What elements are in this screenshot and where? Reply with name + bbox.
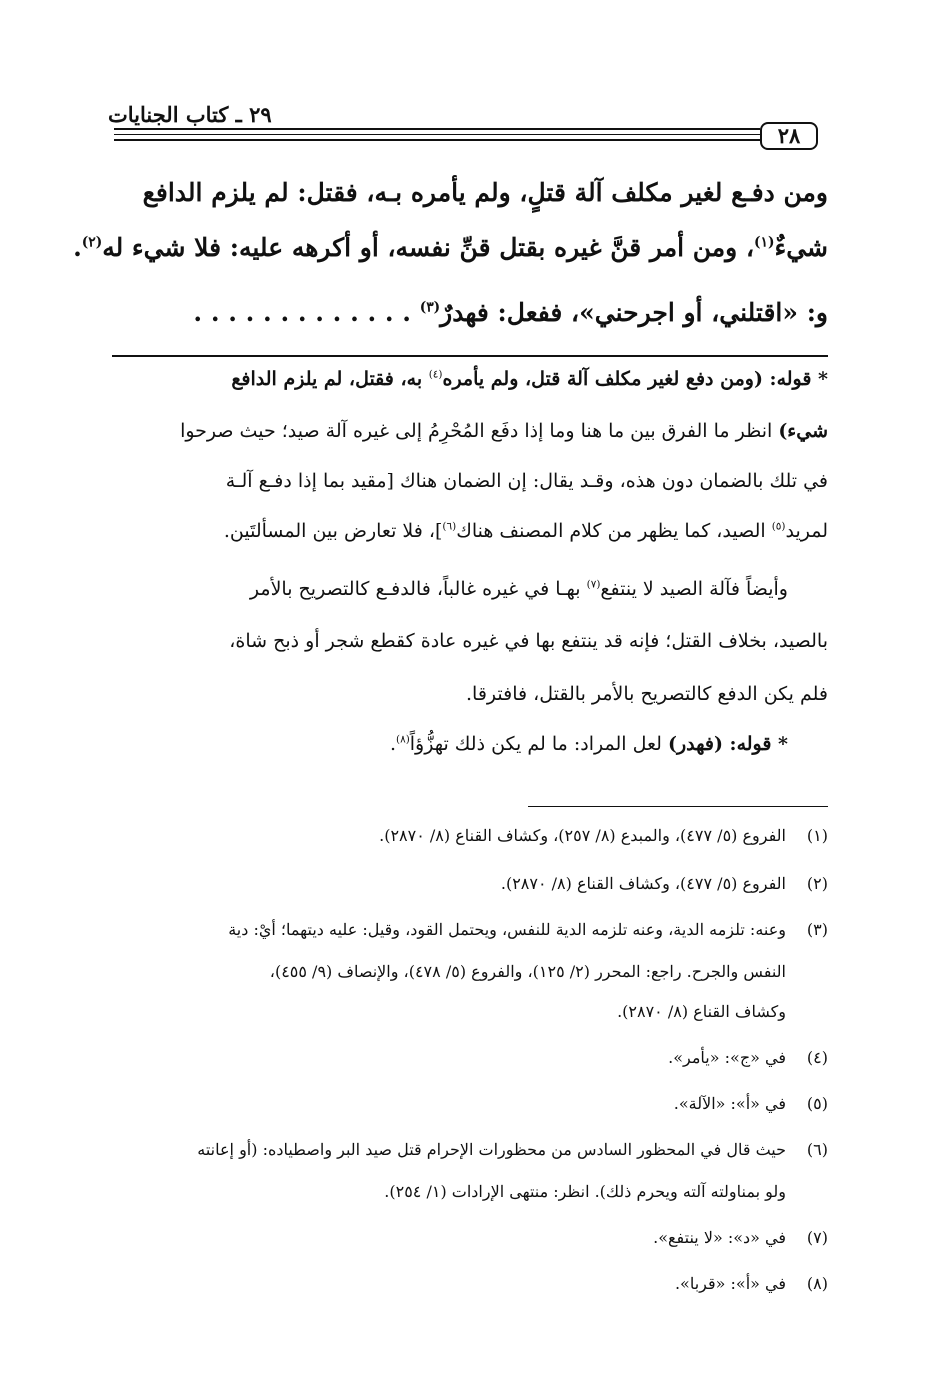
- commentary-quote: شيء): [778, 420, 828, 442]
- footnote: [112, 920, 828, 939]
- commentary-quote: * قوله: (ومن دفع لغير مكلف آلة قتل، ولم يأمره: [442, 368, 828, 390]
- commentary-text: لعل المراد: ما لم يكن ذلك تهزُّؤاً: [409, 733, 668, 755]
- main-text: ، ومن أمر قنَّ غيره بقتل قنِّ نفسه، أو أكرهه عليه: فلا شيء له: [102, 233, 755, 262]
- footnote: [112, 826, 828, 845]
- footnote-text: الفروع (٥/ ٤٧٧)، والمبدع (٨/ ٢٥٧)، وكشاف القناع (٨/ ٢٨٧٠).: [379, 826, 786, 845]
- footnote-text: في «د»: «لا ينتفع».: [653, 1228, 786, 1247]
- header-rule: [114, 128, 760, 130]
- footnote-number: (٤): [806, 1048, 828, 1067]
- footnote-continuation: ولو بمناولته آلته ويحرم ذلك). انظر: منتهى الإرادات (١/ ٢٥٤).: [384, 1182, 786, 1201]
- commentary-text: في تلك بالضمان دون هذه، وقـد يقال: إن الضمان هناك [مقيد بما إذا دفـع آلـة: [225, 470, 828, 492]
- footnote: [112, 1094, 828, 1113]
- header-rule: [114, 139, 760, 141]
- main-text: و: «اقتلني، أو اجرحني»، ففعل: فهدرٌ: [440, 298, 828, 327]
- footnote-number: (١): [806, 826, 828, 845]
- main-text: .: [73, 233, 82, 262]
- footnote-number: (٢): [806, 874, 828, 893]
- footnote-text: الفروع (٥/ ٤٧٧)، وكشاف القناع (٨/ ٢٨٧٠).: [500, 874, 786, 893]
- main-text: شيءٌ: [774, 233, 828, 262]
- header-rule: [114, 134, 760, 135]
- main-text-line: [112, 178, 828, 207]
- footnote-continuation: النفس والجرح. راجع: المحرر (٢/ ١٢٥)، والفروع (٥/ ٤٧٨)، والإنصاف (٩/ ٤٥٥)،: [269, 962, 786, 981]
- commentary-text: لمريد: [785, 520, 828, 542]
- footnote: [112, 1274, 828, 1293]
- commentary-line: [112, 470, 828, 492]
- footnote-ref: (٨): [396, 733, 410, 746]
- footnote: [112, 1140, 828, 1159]
- footnote-text: حيث قال في المحظور السادس من محظورات الإحرام قتل صيد البر واصطياده: (أو إعانته: [197, 1140, 786, 1159]
- footnote: [112, 1228, 828, 1247]
- commentary-line: [112, 420, 828, 442]
- running-title: ٢٩ ـ كتاب الجنايات: [108, 102, 272, 127]
- main-text: ومن دفـع لغير مكلف آلة قتلٍ، ولم يأمره بـه، فقتل: لم يلزم الدافع: [142, 178, 828, 207]
- commentary-line: [112, 683, 828, 705]
- footnote: [112, 874, 828, 893]
- footnote-ref: (٢): [81, 234, 103, 251]
- commentary-line: [112, 733, 828, 755]
- commentary-line: [112, 368, 828, 390]
- commentary-quote: به، فقتل، لم يلزم الدافع: [231, 368, 429, 390]
- footnote-text: في «ج»: «يأمر».: [668, 1048, 786, 1067]
- footnote-ref: (٧): [586, 578, 601, 591]
- footnote-text: وعنه: تلزمه الدية، وعنه تلزمه الدية للنفس، ويحتمل القود، وقيل: عليه ديتهما؛ أيْ: دية: [228, 920, 786, 939]
- commentary-text: ]، فلا تعارض بين المسألتَين.: [223, 520, 443, 542]
- commentary-text: وأيضاً فآلة الصيد لا ينتفع: [600, 578, 788, 600]
- footnote-continuation: وكشاف القناع (٨/ ٢٨٧٠).: [617, 1002, 786, 1021]
- main-text-line: [73, 233, 828, 262]
- footnote-divider: [528, 806, 828, 807]
- ellipsis-dots: . . . . . . . . . . . . .: [193, 298, 412, 327]
- commentary-text: الصيد، كما يظهر من كلام المصنف هناك: [456, 520, 772, 542]
- commentary-text: .: [389, 733, 396, 755]
- commentary-quote: * قوله: (فهدر): [667, 733, 788, 755]
- footnote: [112, 1048, 828, 1067]
- footnote-ref: (٣): [419, 299, 441, 316]
- footnote-number: (٦): [806, 1140, 828, 1159]
- footnote-number: (٥): [806, 1094, 828, 1113]
- page-number: ٢٨: [760, 122, 818, 150]
- commentary-text: انظر ما الفرق بين ما هنا وما إذا دفَع المُحْرِمُ إلى غيره آلة صيد؛ حيث صرحوا: [180, 420, 779, 442]
- commentary-text: فلم يكن الدفع كالتصريح بالأمر بالقتل، فافترقا.: [466, 683, 828, 705]
- footnote-ref: (٤): [428, 368, 443, 381]
- main-text-divider: [112, 355, 828, 357]
- footnote-number: (٨): [806, 1274, 828, 1293]
- footnote-number: (٧): [806, 1228, 828, 1247]
- commentary-line: [112, 578, 828, 600]
- main-text-line: [112, 298, 828, 327]
- footnote-text: في «أ»: «قربا».: [674, 1274, 786, 1293]
- footnote-ref: (١): [754, 234, 775, 251]
- commentary-line: [112, 520, 828, 542]
- footnote-text: في «أ»: «الآلة».: [673, 1094, 786, 1113]
- commentary-line: [112, 630, 828, 652]
- footnote-ref: (٥): [771, 520, 786, 533]
- footnote-number: (٣): [806, 920, 828, 939]
- footnote-ref: (٦): [442, 520, 457, 533]
- commentary-text: بهـا في غيره غالباً، فالدفـع كالتصريح بالأمر: [249, 578, 587, 600]
- commentary-text: بالصيد، بخلاف القتل؛ فإنه قد ينتفع بها في غيره عادة كقطع شجر أو ذبح شاة،: [229, 630, 828, 652]
